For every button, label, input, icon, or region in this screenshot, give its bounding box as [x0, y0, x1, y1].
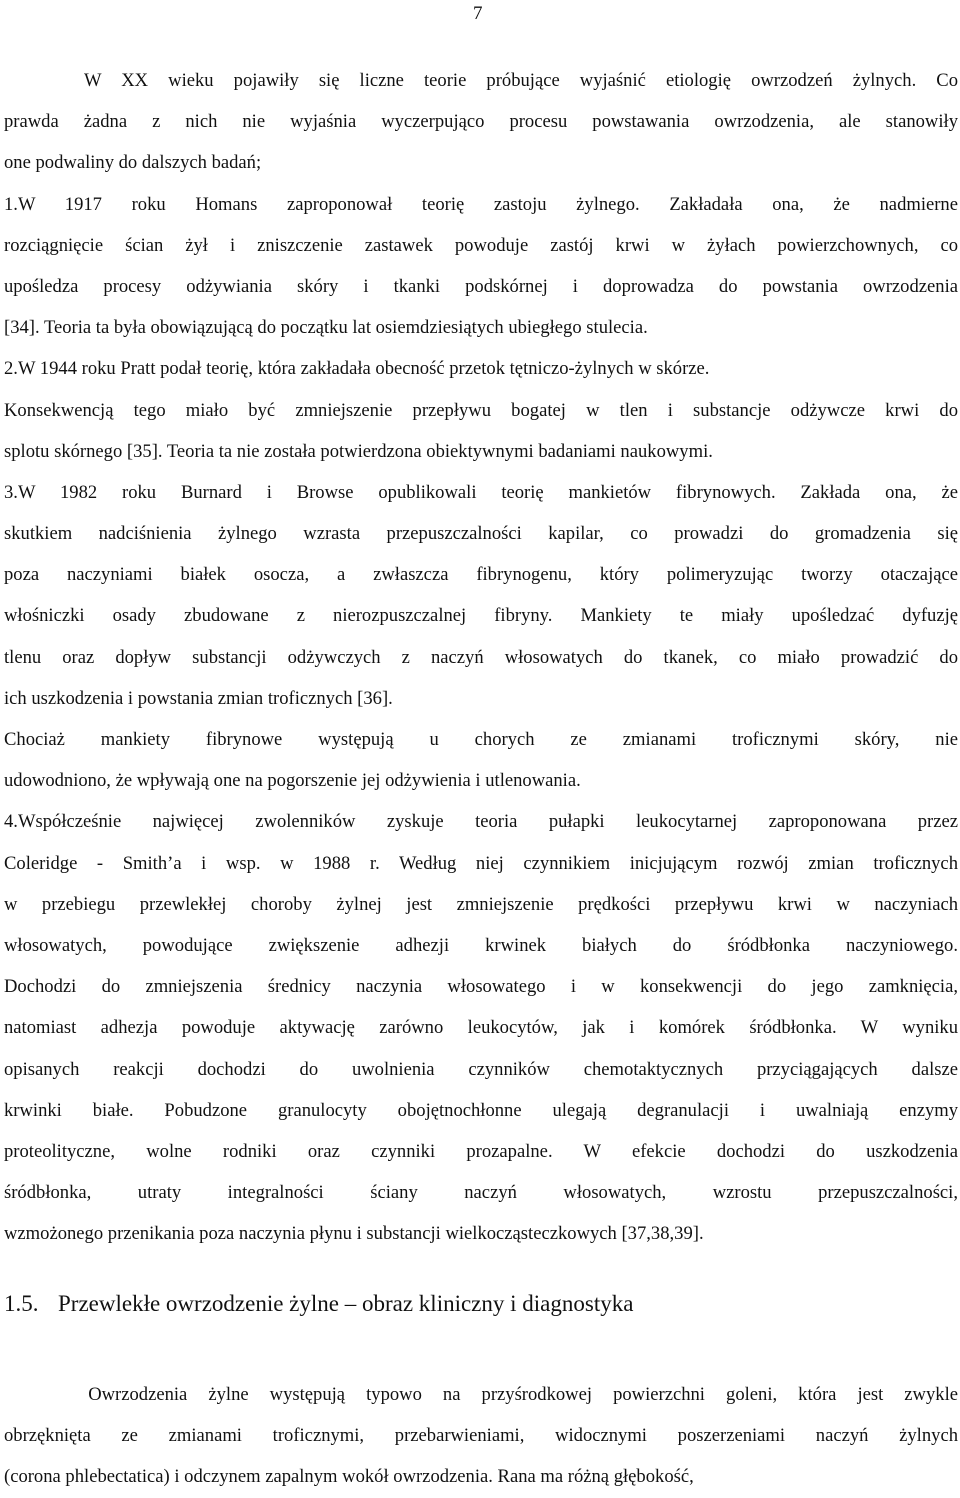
text-line: [34]. Teoria ta była obowiązującą do początku lat osiemdziesiątych ubiegłego stulecia.: [4, 317, 648, 339]
section-number: 1.5.: [4, 1291, 39, 1316]
text-line: prawda żadna z nich nie wyjaśnia wyczerpująco procesu powstawania owrzodzenia, ale stanowiły: [4, 111, 958, 133]
text-line: splotu skórnego [35]. Teoria ta nie została potwierdzona obiektywnymi badaniami naukowymi.: [4, 440, 713, 462]
text-line: skutkiem nadciśnienia żylnego wzrasta przepuszczalności kapilar, co prowadzi do gromadzenia się: [4, 523, 958, 545]
text-line: proteolityczne, wolne rodniki oraz czynniki prozapalne. W efekcie dochodzi do uszkodzenia: [4, 1140, 958, 1162]
section-heading: [4, 1287, 954, 1321]
page-number: 7: [473, 3, 483, 24]
text-line: Dochodzi do zmniejszenia średnicy naczynia włosowatego i w konsekwencji do jego zamknięcia,: [4, 976, 958, 998]
text-line: opisanych reakcji dochodzi do uwolnienia czynników chemotaktycznych przyciągających dalsze: [4, 1058, 958, 1080]
text-line: 3.W 1982 roku Burnard i Browse opublikowali teorię mankietów fibrynowych. Zakłada ona, że: [4, 481, 958, 503]
text-line: krwinki białe. Pobudzone granulocyty obojętnochłonne ulegają degranulacji i uwalniają enzymy: [4, 1099, 958, 1121]
text-line: śródbłonka, utraty integralności ściany naczyń włosowatych, wzrostu przepuszczalności,: [4, 1182, 958, 1204]
text-line: włośniczki osady zbudowane z nierozpuszczalnej fibryny. Mankiety te miały upośledzać dyfuzję: [4, 605, 958, 627]
text-line: Coleridge - Smith’a i wsp. w 1988 r. Według niej czynnikiem inicjującym rozwój zmian troficznych: [4, 852, 958, 874]
text-line: ich uszkodzenia i powstania zmian troficznych [36].: [4, 687, 393, 709]
text-line: Owrzodzenia żylne występują typowo na przyśrodkowej powierzchni goleni, która jest zwykle: [4, 1384, 958, 1405]
text-line: udowodniono, że wpływają one na pogorszenie jej odżywienia i utlenowania.: [4, 770, 581, 792]
text-line: 4.Współcześnie najwięcej zwolenników zyskuje teoria pułapki leukocytarnej zaproponowana przez: [4, 811, 958, 833]
body-paragraph-1: [4, 60, 958, 1254]
text-line: upośledza procesy odżywiania skóry i tkanki podskórnej i doprowadza do powstania owrzodzenia: [4, 275, 958, 297]
text-line: natomiast adhezja powoduje aktywację zarówno leukocytów, jak i komórek śródbłonka. W wyniku: [4, 1017, 958, 1039]
text-line: obrzęknięta ze zmianami troficznymi, przebarwieniami, widocznymi poszerzeniami naczyń żylnych: [4, 1425, 958, 1447]
text-line: (corona phlebectatica) i odczynem zapalnym wokół owrzodzenia. Rana ma różną głębokość,: [4, 1466, 694, 1488]
text-line: 1.W 1917 roku Homans zaproponował teorię zastoju żylnego. Zakładała ona, że nadmierne: [4, 193, 958, 215]
text-line: tlenu oraz dopływ substancji odżywczych z naczyń włosowatych do tkanek, co miało prowadzić do: [4, 646, 958, 668]
text-line: rozciągnięcie ścian żył i zniszczenie zastawek powoduje zastój krwi w żyłach powierzchownych, co: [4, 234, 958, 256]
text-line: Chociaż mankiety fibrynowe występują u chorych ze zmianami troficznymi skóry, nie: [4, 729, 958, 750]
text-line: w przebiegu przewlekłej choroby żylnej jest zmniejszenie prędkości przepływu krwi w naczyniach: [4, 893, 958, 915]
text-line: one podwaliny do dalszych badań;: [4, 152, 262, 174]
body-paragraph-2: [4, 1374, 958, 1498]
text-line: Konsekwencją tego miało być zmniejszenie przepływu bogatej w tlen i substancje odżywcze krwi do: [4, 399, 958, 421]
text-line: W XX wieku pojawiły się liczne teorie próbujące wyjaśnić etiologię owrzodzeń żylnych. Co: [4, 70, 958, 91]
text-line: poza naczyniami białek osocza, a zwłaszcza fibrynogenu, który polimeryzując tworzy otaczające: [4, 564, 958, 586]
section-title: Przewlekłe owrzodzenie żylne – obraz kliniczny i diagnostyka: [58, 1291, 634, 1316]
text-line: włosowatych, powodujące zwiększenie adhezji krwinek białych do śródbłonka naczyniowego.: [4, 934, 958, 956]
text-line: wzmożonego przenikania poza naczynia płynu i substancji wielkocząsteczkowych [37,38,39].: [4, 1223, 704, 1245]
text-line: 2.W 1944 roku Pratt podał teorię, która zakładała obecność przetok tętniczo-żylnych w skórze.: [4, 358, 710, 380]
